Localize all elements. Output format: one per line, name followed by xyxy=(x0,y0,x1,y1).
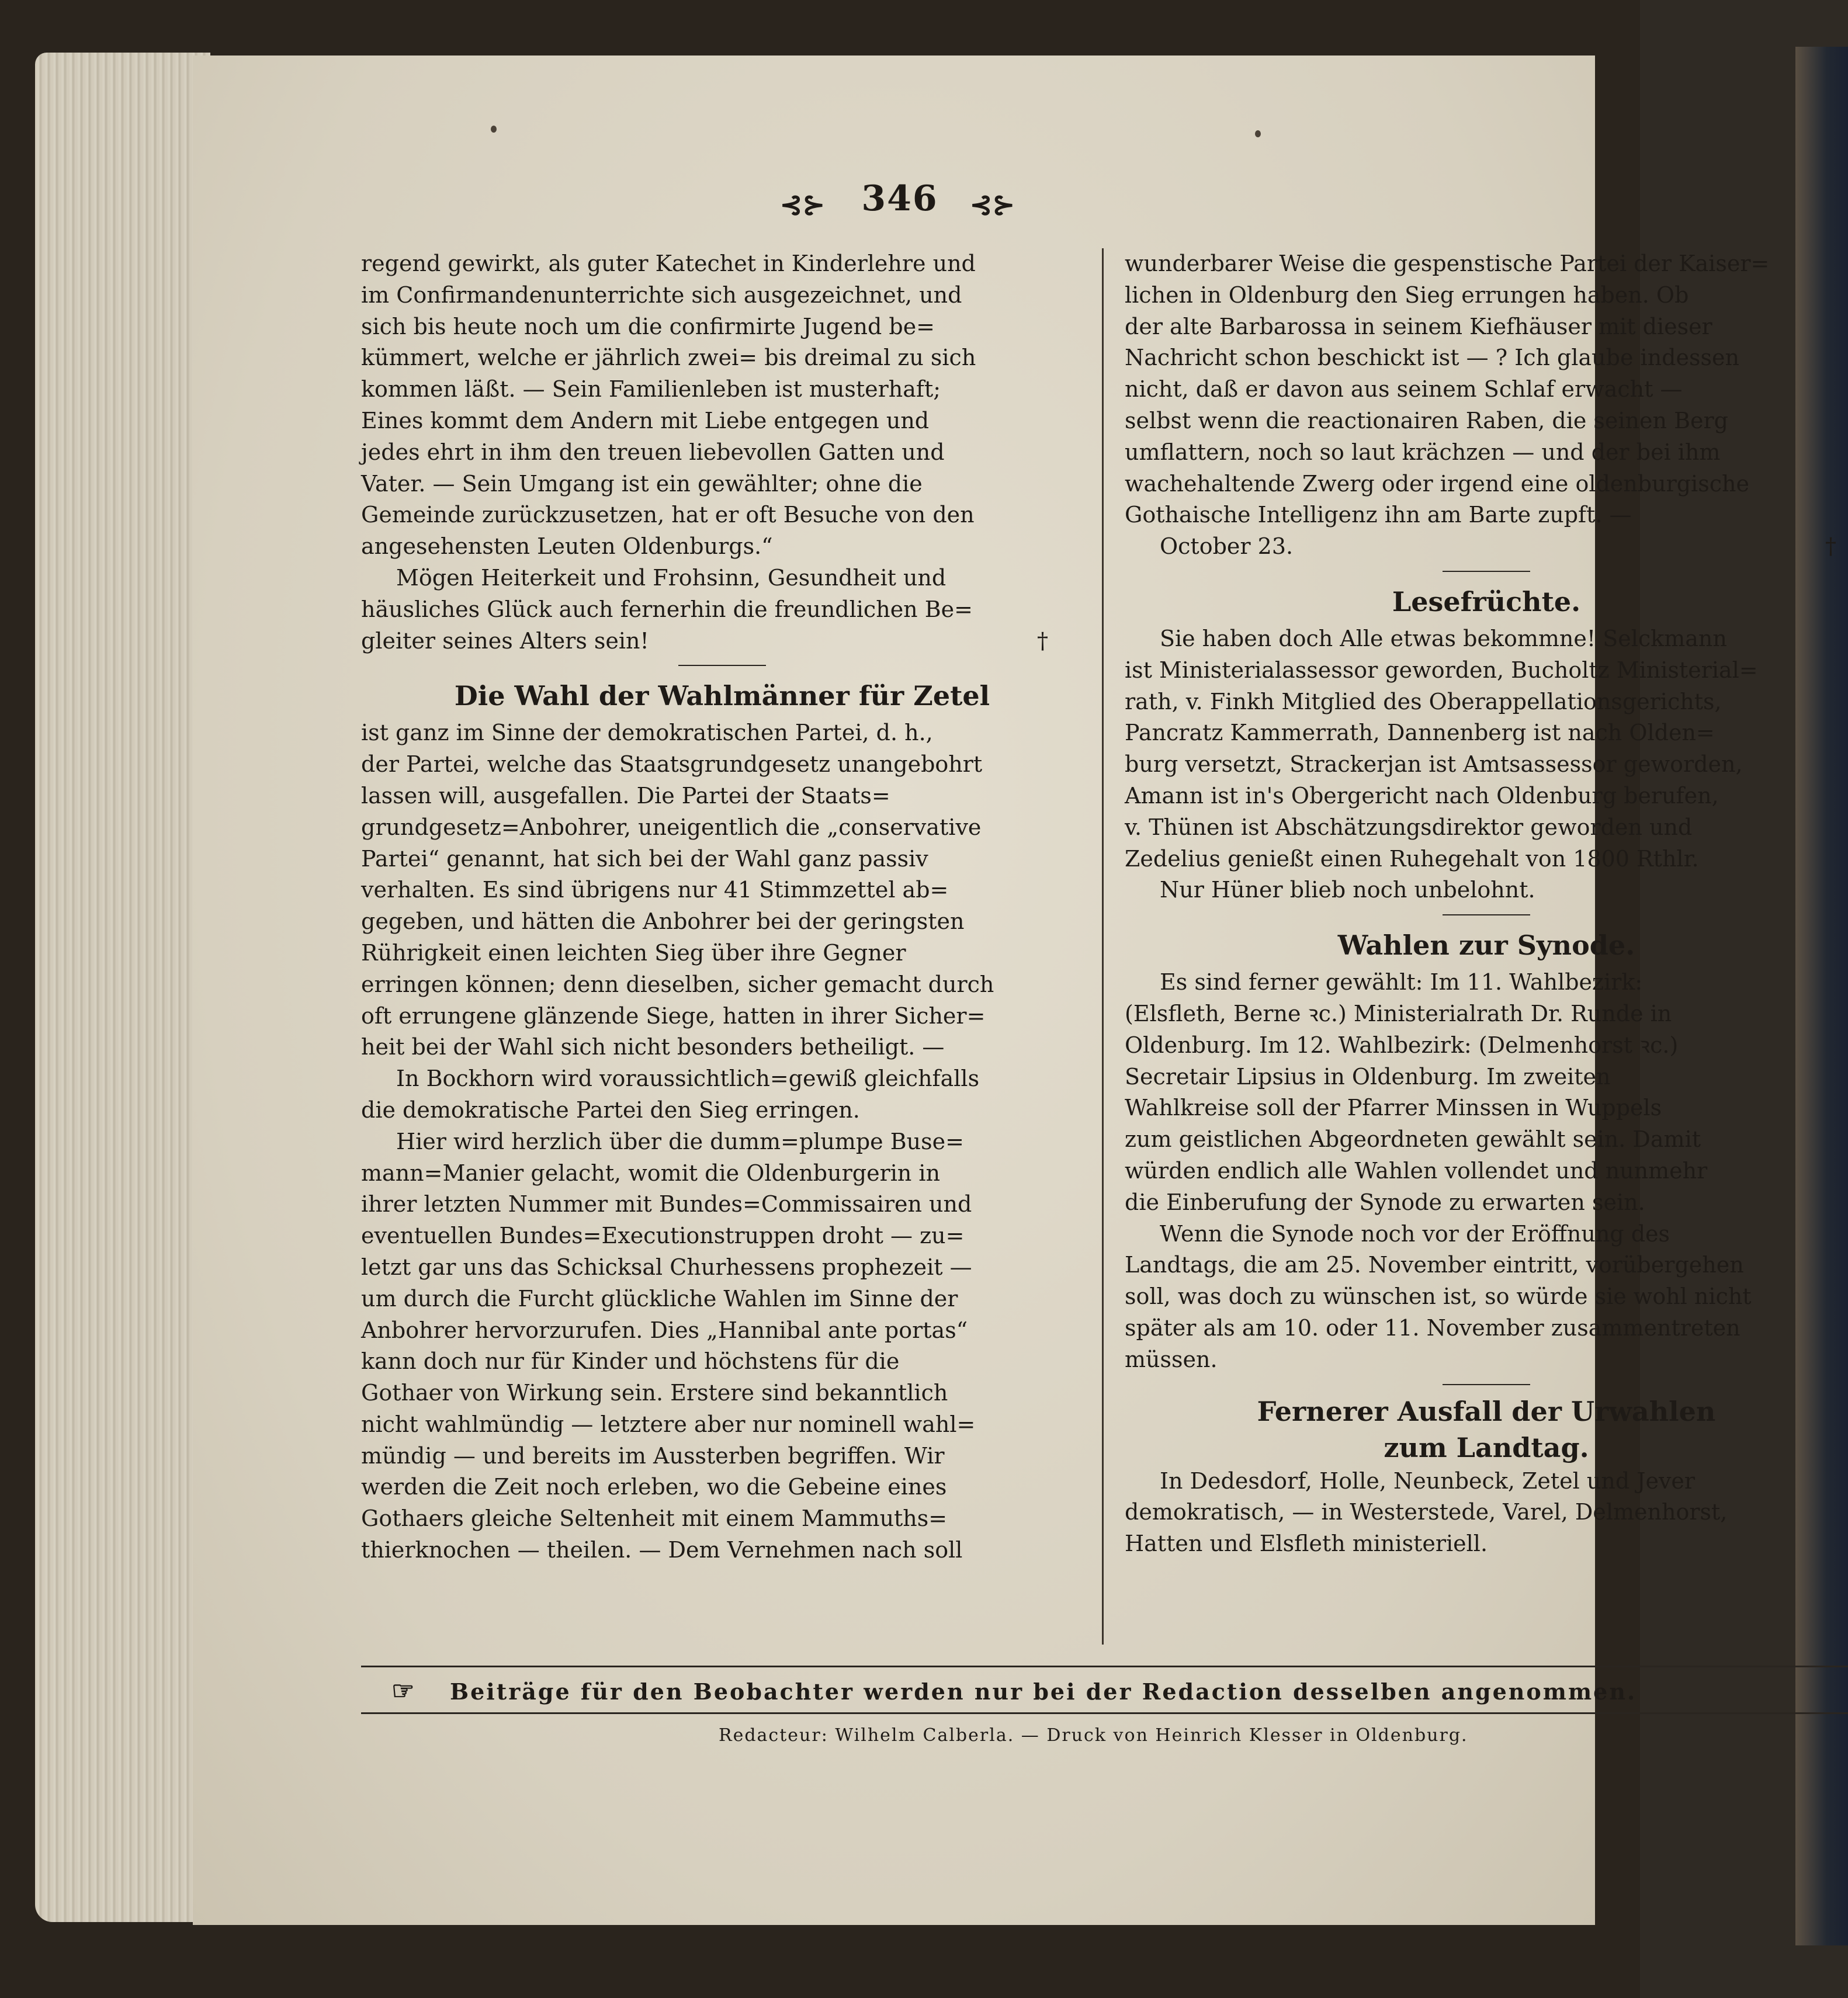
end-mark: † xyxy=(1825,533,1836,560)
text-line: Hatten und Elsfleth ministeriell. xyxy=(1125,1531,1488,1557)
text-line: Rührigkeit einen leichten Sieg über ihre Gegner xyxy=(361,939,906,966)
text-line: Amann ist in's Obergericht nach Oldenburg berufen, xyxy=(1125,782,1719,809)
article-body xyxy=(361,717,1083,1566)
text-line: Nachricht schon beschickt ist — ? Ich glaube indessen xyxy=(1125,345,1739,371)
text-line: im Confirmandenunterrichte sich ausgezeichnet, und xyxy=(361,282,962,308)
text-line: gegeben, und hätten die Anbohrer bei der geringsten xyxy=(361,908,965,935)
text-line: Vater. — Sein Umgang ist ein gewählter; ohne die xyxy=(361,470,923,497)
section-divider xyxy=(1125,1376,1848,1393)
text-line: der alte Barbarossa in seinem Kiefhäuser mit dieser xyxy=(1125,313,1712,339)
section-divider xyxy=(1125,563,1848,580)
text-line: mündig — und bereits im Aussterben begriffen. Wir xyxy=(361,1442,945,1469)
text-line: v. Thünen ist Abschätzungsdirektor geworden und xyxy=(1125,814,1693,840)
text-line: umflattern, noch so laut krächzen — und der bei ihm xyxy=(1125,439,1721,465)
text-line: rath, v. Finkh Mitglied des Oberappellationsgerichts, xyxy=(1125,688,1722,714)
text-line: wachehaltende Zwerg oder irgend eine oldenburgische xyxy=(1125,470,1749,497)
text-line: ihrer letzten Nummer mit Bundes=Commissairen und xyxy=(361,1191,972,1217)
text-line: werden die Zeit noch erleben, wo die Gebeine eines xyxy=(361,1474,947,1500)
text-line: lassen will, ausgefallen. Die Partei der Staats= xyxy=(361,782,890,809)
continued-paragraph xyxy=(1125,248,1848,563)
text-line: der Partei, welche das Staatsgrundgesetz unangebohrt xyxy=(361,751,983,778)
text-line: häusliches Glück auch fernerhin die freundlichen Be= xyxy=(361,596,973,622)
text-line: Eines kommt dem Andern mit Liebe entgegen und xyxy=(361,407,930,433)
lesefruechte-body xyxy=(1125,623,1848,906)
text-line-content: gleiter seines Alters sein! xyxy=(361,627,649,654)
text-line: Wenn die Synode noch vor der Eröffnung des xyxy=(1160,1220,1670,1247)
text-line: kümmert, welche er jährlich zwei= bis dreimal zu sich xyxy=(361,345,976,371)
text-line: jedes ehrt in ihm den treuen liebevollen Gatten und xyxy=(361,439,945,465)
ink-speck xyxy=(1255,130,1261,137)
section-divider xyxy=(1125,906,1848,924)
text-line: zum geistlichen Abgeordneten gewählt sein. Damit xyxy=(1125,1126,1701,1153)
notice-text: Beiträge für den Beobachter werden nur bei der Redaction desselben angenommen. xyxy=(450,1678,1637,1705)
text-line: Wahlkreise soll der Pfarrer Minssen in Wuppels xyxy=(1125,1095,1662,1121)
dateline-text: October 23. xyxy=(1160,533,1294,560)
text-line: sich bis heute noch um die confirmirte Jugend be= xyxy=(361,313,935,339)
text-line: Oldenburg. Im 12. Wahlbezirk: (Delmenhorst ꝛc.) xyxy=(1125,1032,1679,1058)
text-line: Gothaische Intelligenz ihn am Barte zupft. — xyxy=(1125,502,1632,528)
page-number: 346 xyxy=(861,178,938,219)
submission-notice xyxy=(391,1674,1840,1709)
text-line: Nur Hüner blieb noch unbelohnt. xyxy=(1160,877,1535,903)
imprint-line: Redacteur: Wilhelm Calberla. — Druck von Heinrich Klesser in Oldenburg. xyxy=(719,1725,1468,1746)
text-line: Mögen Heiterkeit und Frohsinn, Gesundheit und xyxy=(396,564,946,591)
text-line: die Einberufung der Synode zu erwarten sein. xyxy=(1125,1189,1645,1215)
text-line: Landtags, die am 25. November eintritt, vorübergehen xyxy=(1125,1252,1744,1278)
book-page-edges xyxy=(35,53,210,1922)
ornament-right-icon: ⊰⊱ xyxy=(970,189,1015,220)
text-line: Hier wird herzlich über die dumm=plumpe Buse= xyxy=(396,1128,964,1154)
section-title-urwahlen-line1: Fernerer Ausfall der Urwahlen xyxy=(1257,1395,1716,1427)
text-line: nicht, daß er davon aus seinem Schlaf erwacht — xyxy=(1125,376,1683,403)
text-line: demokratisch, — in Westerstede, Varel, Delmenhorst, xyxy=(1125,1499,1728,1525)
text-line: mann=Manier gelacht, womit die Oldenburgerin in xyxy=(361,1160,941,1186)
text-line: (Elsfleth, Berne ꝛc.) Ministerialrath Dr. Runde in xyxy=(1125,1000,1672,1026)
text-line: grundgesetz=Anbohrer, uneigentlich die „conservative xyxy=(361,814,982,840)
text-line: ist ganz im Sinne der demokratischen Partei, d. h., xyxy=(361,720,933,746)
text-line: würden endlich alle Wahlen vollendet und nunmehr xyxy=(1125,1157,1708,1184)
text-line: Sie haben doch Alle etwas bekommne! Selckmann xyxy=(1160,625,1727,651)
text-line: Anbohrer hervorzurufen. Dies „Hannibal ante portas“ xyxy=(361,1317,968,1343)
section-title-lesefruechte: Lesefrüchte. xyxy=(1392,585,1581,618)
text-line: soll, was doch zu wünschen ist, so würde sie wohl nicht xyxy=(1125,1284,1752,1310)
text-line: kommen läßt. — Sein Familienleben ist musterhaft; xyxy=(361,376,941,403)
text-line: Secretair Lipsius in Oldenburg. Im zweiten xyxy=(1125,1063,1611,1090)
text-line: später als am 10. oder 11. November zusammentreten xyxy=(1125,1314,1740,1341)
text-line: die demokratische Partei den Sieg erringen. xyxy=(361,1097,860,1123)
text-line: Gothaer von Wirkung sein. Erstere sind bekanntlich xyxy=(361,1380,948,1406)
text-line: Zedelius genießt einen Ruhegehalt von 1800 Rthlr. xyxy=(1125,845,1699,872)
text-line: Gemeinde zurückzusetzen, hat er oft Besuche von den xyxy=(361,502,975,528)
text-line: Gothaers gleiche Seltenheit mit einem Mammuths= xyxy=(361,1506,948,1532)
text-line: regend gewirkt, als guter Katechet in Kinderlehre und xyxy=(361,251,976,276)
text-line: oft errungene glänzende Siege, hatten in ihrer Sicher= xyxy=(361,1003,986,1029)
ink-speck xyxy=(491,126,497,133)
ornament-left-icon: ⊰⊱ xyxy=(780,189,826,220)
column-divider xyxy=(1102,248,1104,1645)
text-line: heit bei der Wahl sich nicht besonders betheiligt. — xyxy=(361,1034,945,1060)
text-line: In Bockhorn wird voraussichtlich=gewiß gleichfalls xyxy=(396,1066,980,1092)
text-line: kann doch nur für Kinder und höchstens für die xyxy=(361,1348,900,1375)
left-column xyxy=(361,248,1083,1566)
text-line: wunderbarer Weise die gespenstische Partei der Kaiser= xyxy=(1125,251,1770,276)
synode-body xyxy=(1125,967,1848,1375)
text-line: verhalten. Es sind übrigens nur 41 Stimmzettel ab= xyxy=(361,877,949,903)
text-line: um durch die Furcht glückliche Wahlen im Sinne der xyxy=(361,1285,958,1312)
text-line: lichen in Oldenburg den Sieg errungen haben. Ob xyxy=(1125,282,1689,308)
footer-rule-bottom xyxy=(361,1712,1848,1714)
right-column xyxy=(1125,248,1848,1560)
newspaper-page xyxy=(193,56,1836,1925)
urwahlen-body xyxy=(1125,1466,1848,1560)
intro-paragraph xyxy=(361,248,1083,657)
text-line: thierknochen — theilen. — Dem Vernehmen nach soll xyxy=(361,1537,963,1563)
text-line: ist Ministerialassessor geworden, Bucholtz Ministerial= xyxy=(1125,657,1758,683)
text-line: selbst wenn die reactionairen Raben, die seinen Berg xyxy=(1125,407,1728,433)
text-line: eventuellen Bundes=Executionstruppen droht — zu= xyxy=(361,1223,965,1249)
text-line: Pancratz Kammerrath, Dannenberg ist nach Olden= xyxy=(1125,720,1715,746)
text-line-last xyxy=(361,626,1083,657)
section-title-urwahlen-line2: zum Landtag. xyxy=(1384,1431,1589,1463)
end-mark: † xyxy=(1037,627,1048,654)
text-line: angesehensten Leuten Oldenburgs.“ xyxy=(361,533,773,560)
dateline xyxy=(1125,531,1848,563)
text-line: erringen können; denn dieselben, sicher gemacht durch xyxy=(361,971,994,997)
pointing-hand-icon: ☞ xyxy=(391,1676,417,1706)
text-line: Es sind ferner gewählt: Im 11. Wahlbezirk: xyxy=(1160,969,1643,995)
article-title: Die Wahl der Wahlmänner für Zetel xyxy=(454,680,990,712)
text-line: In Dedesdorf, Holle, Neunbeck, Zetel und Jever xyxy=(1160,1468,1696,1494)
text-line: müssen. xyxy=(1125,1346,1218,1372)
text-line: burg versetzt, Strackerjan ist Amtsassessor geworden, xyxy=(1125,751,1743,778)
section-divider xyxy=(361,657,1083,674)
text-line: letzt gar uns das Schicksal Churhessens prophezeit — xyxy=(361,1254,972,1280)
section-title-synode: Wahlen zur Synode. xyxy=(1337,929,1635,962)
text-line: nicht wahlmündig — letztere aber nur nominell wahl= xyxy=(361,1411,976,1437)
footer-rule-top xyxy=(361,1666,1848,1667)
text-line: Partei“ genannt, hat sich bei der Wahl ganz passiv xyxy=(361,845,928,872)
